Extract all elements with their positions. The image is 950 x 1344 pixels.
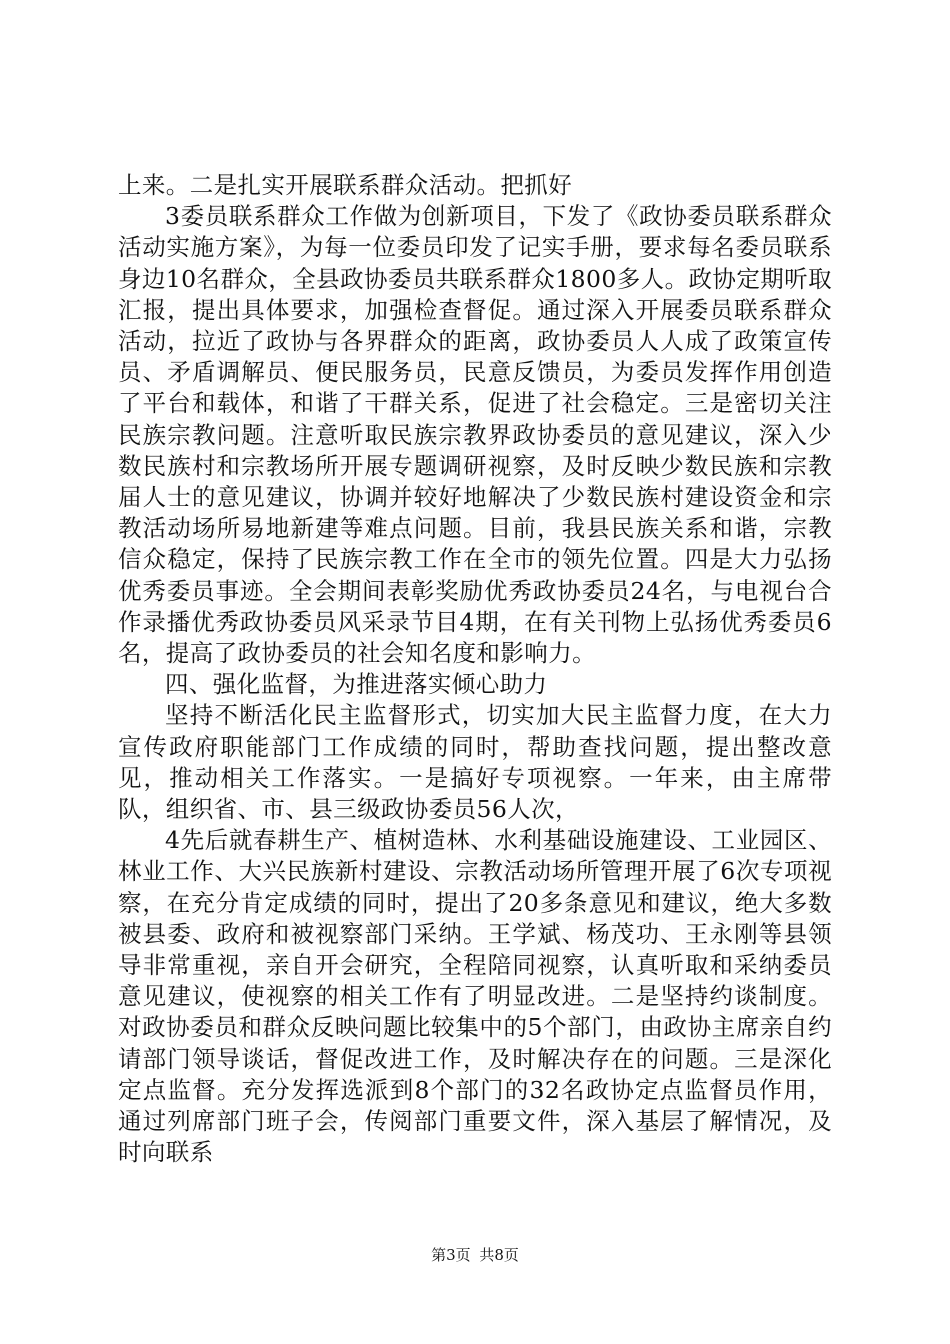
page-total: 共8页 <box>479 1246 519 1264</box>
paragraph-4: 4先后就春耕生产、植树造林、水利基础设施建设、工业园区、林业工作、大兴民族新村建设、宗教活动场所管理开展了6次专项视察，在充分肯定成绩的同时，提出了20多条意见和建议，绝大多数被县委、政府和被视察部门采纳。王学斌、杨茂功、王永刚等县领导非常重视，亲自开会研究，全程陪同视察，认真听取和采纳委员意见建议，使视察的相关工作有了明显改进。二是坚持约谈制度。对政协委员和群众反映问题比较集中的5个部门，由政协主席亲自约请部门领导谈话，督促改进工作，及时解决存在的问题。三是深化定点监督。充分发挥选派到8个部门的32名政协定点监督员作用，通过列席部门班子会，传阅部门重要文件，深入基层了解情况，及时向联系 <box>118 826 832 1167</box>
paragraph-2: 3委员联系群众工作做为创新项目，下发了《政协委员联系群众活动实施方案》，为每一位委员印发了记实手册，要求每名委员联系身边10名群众，全县政协委员共联系群众1800多人。政协定期听取汇报，提出具体要求，加强检查督促。通过深入开展委员联系群众活动，拉近了政协与各界群众的距离，政协委员人人成了政策宣传员、矛盾调解员、便民服务员，民意反馈员，为委员发挥作用创造了平台和载体，和谐了干群关系，促进了社会稳定。三是密切关注民族宗教问题。注意听取民族宗教界政协委员的意见建议，深入少数民族村和宗教场所开展专题调研视察，及时反映少数民族和宗教届人士的意见建议，协调并较好地解决了少数民族村建设资金和宗教活动场所易地新建等难点问题。目前，我县民族关系和谐，宗教信众稳定，保持了民族宗教工作在全市的领先位置。四是大力弘扬优秀委员事迹。全会期间表彰奖励优秀政协委员24名，与电视台合作录播优秀政协委员风采录节目4期，在有关刊物上弘扬优秀委员6名，提高了政协委员的社会知名度和影响力。 <box>118 202 832 668</box>
section-heading: 四、强化监督，为推进落实倾心助力 <box>165 670 548 699</box>
page-number: 第3页 <box>431 1246 471 1264</box>
document-body <box>118 170 832 1169</box>
paragraph-3: 坚持不断活化民主监督形式，切实加大民主监督力度，在大力宣传政府职能部门工作成绩的同时，帮助查找问题，提出整改意见，推动相关工作落实。一是搞好专项视察。一年来，由主席带队，组织省、市、县三级政协委员56人次， <box>118 701 832 824</box>
page-footer <box>0 1244 950 1265</box>
paragraph-1: 上来。二是扎实开展联系群众活动。把抓好 <box>118 171 573 199</box>
